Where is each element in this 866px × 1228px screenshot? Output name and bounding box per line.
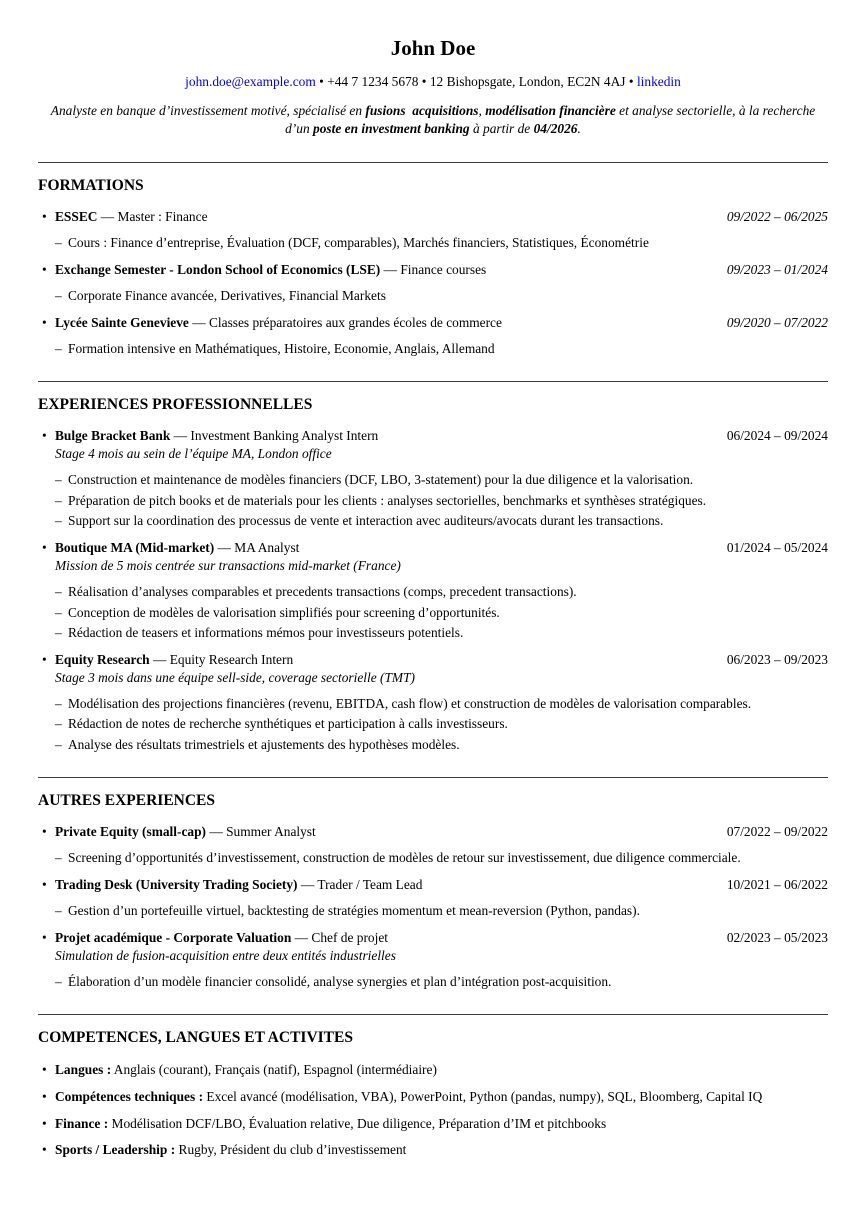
bullet-text: Conception de modèles de valorisation simplifiés pour screening d’opportunités. bbox=[68, 604, 500, 620]
bullet-marker: • bbox=[42, 930, 47, 946]
section-entries bbox=[38, 208, 828, 358]
resume-entry bbox=[38, 1088, 828, 1106]
resume-entry bbox=[38, 1061, 828, 1079]
entry-role: Master : Finance bbox=[117, 209, 208, 225]
entry-bullet-list bbox=[38, 287, 828, 305]
entry-title-group bbox=[38, 261, 727, 279]
entry-role: Finance courses bbox=[400, 262, 487, 278]
entry-role: MA Analyst bbox=[234, 540, 300, 556]
entry-organization: ESSEC bbox=[55, 209, 98, 225]
entry-role: Equity Research Intern bbox=[169, 652, 294, 667]
entry-headline bbox=[38, 1088, 828, 1106]
contact-separator: • bbox=[319, 74, 324, 90]
entry-dates: 10/2021 – 06/2022 bbox=[726, 877, 828, 893]
address-text: 12 Bishopsgate, London, EC2N 4AJ bbox=[429, 74, 626, 90]
bullet-text: Modélisation des projections financières (revenu, EBITDA, cash flow) et construction de modèles de valorisation comparables. bbox=[68, 695, 752, 711]
entry-title-group bbox=[38, 427, 727, 445]
entry-title-group bbox=[38, 876, 727, 894]
summary-highlight: modélisation financière bbox=[485, 102, 616, 118]
entry-role: Excel avancé (modélisation, VBA), PowerPoint, Python (pandas, numpy), SQL, Bloomberg, Capital IQ bbox=[206, 1088, 763, 1104]
entry-subtitle: Stage 4 mois au sein de l’équipe MA, London office bbox=[55, 446, 332, 462]
entry-bullet bbox=[55, 695, 828, 713]
sub-bullet-marker: – bbox=[55, 716, 62, 732]
section-entries bbox=[38, 427, 828, 753]
summary-highlight: poste en investment banking bbox=[313, 121, 470, 137]
entry-bullet bbox=[55, 340, 828, 358]
bullet-marker: • bbox=[42, 209, 47, 225]
entry-headline bbox=[38, 929, 828, 947]
entry-title-group bbox=[38, 1141, 828, 1159]
bullet-text: Gestion d’un portefeuille virtuel, backtesting de stratégies momentum et mean-reversion (Python, pandas). bbox=[68, 903, 640, 919]
entry-headline bbox=[38, 539, 828, 557]
sub-bullet-marker: – bbox=[55, 974, 62, 990]
sub-bullet-marker: – bbox=[55, 604, 62, 620]
entry-bullet-list bbox=[38, 340, 828, 358]
entry-bullet bbox=[55, 604, 828, 622]
section-entries bbox=[38, 823, 828, 991]
entry-title-group bbox=[38, 929, 727, 947]
entry-headline bbox=[38, 261, 828, 279]
section-title: COMPETENCES, LANGUES ET ACTIVITES bbox=[38, 1029, 353, 1047]
email-link[interactable]: john.doe@example.com bbox=[185, 74, 316, 90]
entry-role: Classes préparatoires aux grandes écoles de commerce bbox=[208, 314, 502, 330]
bullet-marker: • bbox=[42, 824, 47, 840]
resume-section bbox=[38, 162, 828, 358]
entry-headline bbox=[38, 651, 828, 669]
resume-entry bbox=[38, 427, 828, 530]
bullet-text: Élaboration d’un modèle financier consolidé, analyse synergies et plan d’intégration post-acquisition. bbox=[68, 974, 612, 990]
sub-bullet-marker: – bbox=[55, 736, 62, 752]
summary-text: à partir de bbox=[469, 121, 534, 137]
sub-bullet-marker: – bbox=[55, 513, 62, 529]
resume-entry bbox=[38, 1141, 828, 1159]
entry-bullet bbox=[55, 736, 828, 754]
resume-section bbox=[38, 381, 828, 754]
entry-separator: — bbox=[297, 877, 318, 893]
bullet-text: Cours : Finance d’entreprise, Évaluation (DCF, comparables), Marchés financiers, Statistiques, Économétrie bbox=[68, 235, 649, 251]
section-divider bbox=[38, 162, 828, 163]
entry-bullet bbox=[55, 512, 828, 530]
summary-text: , bbox=[478, 102, 486, 118]
entry-bullet bbox=[55, 624, 828, 642]
bullet-text: Rédaction de notes de recherche synthétiques et participation à calls investisseurs. bbox=[68, 716, 508, 732]
entry-organization: Exchange Semester - London School of Economics (LSE) bbox=[55, 262, 381, 278]
section-title: EXPERIENCES PROFESSIONNELLES bbox=[38, 395, 313, 413]
entry-headline bbox=[38, 427, 828, 445]
sub-bullet-marker: – bbox=[55, 850, 62, 866]
bullet-text: Corporate Finance avancée, Derivatives, Financial Markets bbox=[68, 288, 386, 304]
bullet-text: Analyse des résultats trimestriels et ajustements des hypothèses modèles. bbox=[68, 736, 460, 752]
entry-title-group bbox=[38, 651, 727, 669]
entry-headline bbox=[38, 823, 828, 841]
entry-role: Modélisation DCF/LBO, Évaluation relative, Due diligence, Préparation d’IM et pitchbooks bbox=[111, 1115, 607, 1131]
entry-separator: — bbox=[149, 652, 170, 667]
contact-line bbox=[38, 73, 828, 90]
entry-organization: Bulge Bracket Bank bbox=[55, 428, 171, 444]
candidate-name: John Doe bbox=[390, 36, 476, 60]
sub-bullet-marker: – bbox=[55, 288, 62, 304]
bullet-marker: • bbox=[42, 1088, 47, 1104]
entry-bullet bbox=[55, 973, 828, 991]
bullet-marker: • bbox=[42, 428, 47, 444]
entry-bullet bbox=[55, 715, 828, 733]
entry-bullet bbox=[55, 287, 828, 305]
resume-entry bbox=[38, 1115, 828, 1133]
bullet-text: Formation intensive en Mathématiques, Histoire, Economie, Anglais, Allemand bbox=[68, 340, 495, 356]
section-divider bbox=[38, 381, 828, 382]
sub-bullet-marker: – bbox=[55, 695, 62, 711]
entry-subtitle: Simulation de fusion-acquisition entre deux entités industrielles bbox=[55, 948, 396, 964]
entry-dates: 02/2023 – 05/2023 bbox=[726, 930, 828, 946]
entry-title-group bbox=[38, 1061, 828, 1079]
sub-bullet-marker: – bbox=[55, 584, 62, 600]
resume-section bbox=[38, 777, 828, 991]
sub-bullet-marker: – bbox=[55, 625, 62, 641]
entry-organization: Private Equity (small-cap) bbox=[55, 824, 206, 840]
summary-text: . bbox=[577, 121, 581, 137]
bullet-text: Réalisation d’analyses comparables et precedents transactions (comps, precedent transactions). bbox=[68, 584, 577, 600]
resume-entry bbox=[38, 823, 828, 867]
entry-organization: Lycée Sainte Genevieve bbox=[55, 314, 189, 330]
entry-bullet bbox=[55, 902, 828, 920]
entry-headline bbox=[38, 208, 828, 226]
entry-dates: 09/2023 – 01/2024 bbox=[726, 262, 828, 278]
entry-bullet-list bbox=[38, 695, 828, 754]
section-entries bbox=[38, 1061, 828, 1160]
entry-separator: — bbox=[170, 428, 191, 444]
entry-title-group bbox=[38, 539, 727, 557]
entry-separator: — bbox=[97, 209, 118, 225]
entry-separator: — bbox=[291, 930, 312, 946]
profile-summary bbox=[38, 102, 828, 139]
sub-bullet-marker: – bbox=[55, 492, 62, 508]
entry-dates: 01/2024 – 05/2024 bbox=[726, 540, 828, 556]
contact-separator: • bbox=[421, 74, 427, 90]
bullet-text: Construction et maintenance de modèles financiers (DCF, LBO, 3-statement) pour la due diligence et la valorisation. bbox=[68, 472, 694, 488]
resume-header bbox=[38, 36, 828, 139]
entry-role: Anglais (courant), Français (natif), Espagnol (intermédiaire) bbox=[113, 1061, 437, 1077]
entry-title-group bbox=[38, 314, 727, 332]
bullet-marker: • bbox=[42, 540, 47, 556]
contact-separator: • bbox=[628, 74, 634, 90]
entry-title-group bbox=[38, 823, 727, 841]
entry-bullet-list bbox=[38, 902, 828, 920]
entry-headline bbox=[38, 876, 828, 894]
section-title: FORMATIONS bbox=[38, 176, 144, 194]
entry-subtitle: Stage 3 mois dans une équipe sell-side, coverage sectorielle (TMT) bbox=[55, 669, 415, 685]
entry-bullet-list bbox=[38, 583, 828, 642]
resume-sections bbox=[38, 162, 828, 1160]
section-title: AUTRES EXPERIENCES bbox=[38, 791, 216, 809]
entry-organization: Boutique MA (Mid-market) bbox=[55, 540, 215, 556]
summary-highlight: 04/2026 bbox=[533, 121, 578, 137]
entry-bullet-list bbox=[38, 234, 828, 252]
bullet-marker: • bbox=[42, 877, 47, 893]
entry-role: Rugby, Président du club d’investissement bbox=[178, 1142, 407, 1158]
entry-title-group bbox=[38, 1088, 828, 1106]
entry-organization: Equity Research bbox=[55, 652, 150, 667]
bullet-text: Préparation de pitch books et de materials pour les clients : analyses sectorielles, benchmarks et synthèses stratégiques. bbox=[68, 492, 707, 508]
entry-title-group bbox=[38, 1115, 828, 1133]
entry-bullet-list bbox=[38, 849, 828, 867]
entry-bullet bbox=[55, 234, 828, 252]
entry-headline bbox=[38, 1115, 828, 1133]
entry-bullet-list bbox=[38, 973, 828, 991]
sub-bullet-marker: – bbox=[55, 472, 62, 488]
entry-organization: Projet académique - Corporate Valuation bbox=[55, 930, 292, 946]
resume-entry bbox=[38, 539, 828, 642]
entry-bullet bbox=[55, 471, 828, 489]
linkedin-link[interactable]: linkedin bbox=[636, 74, 681, 90]
entry-dates: 06/2023 – 09/2023 bbox=[726, 652, 828, 667]
entry-bullet bbox=[55, 849, 828, 867]
summary-text: et analyse sectorielle, à la recherche d’un bbox=[285, 102, 819, 137]
bullet-marker: • bbox=[42, 1142, 47, 1158]
entry-dates: 09/2020 – 07/2022 bbox=[726, 314, 828, 330]
resume-entry bbox=[38, 876, 828, 920]
resume-entry bbox=[38, 929, 828, 991]
entry-headline bbox=[38, 1141, 828, 1159]
entry-organization: Compétences techniques : bbox=[55, 1088, 204, 1104]
entry-headline bbox=[38, 1061, 828, 1079]
bullet-marker: • bbox=[42, 1115, 47, 1131]
bullet-marker: • bbox=[42, 262, 47, 278]
bullet-marker: • bbox=[42, 314, 47, 330]
section-divider bbox=[38, 1014, 828, 1015]
resume-entry bbox=[38, 208, 828, 252]
entry-title-group bbox=[38, 208, 727, 226]
entry-bullet bbox=[55, 492, 828, 510]
phone-number: +44 7 1234 5678 bbox=[327, 74, 419, 90]
entry-organization: Langues : bbox=[55, 1061, 112, 1077]
entry-separator: — bbox=[188, 314, 209, 330]
entry-role: Chef de projet bbox=[311, 930, 388, 946]
sub-bullet-marker: – bbox=[55, 235, 62, 251]
summary-highlight: fusions acquisitions bbox=[365, 102, 479, 118]
entry-separator: — bbox=[206, 824, 227, 840]
resume-entry bbox=[38, 261, 828, 305]
entry-role: Summer Analyst bbox=[226, 824, 316, 840]
bullet-text: Rédaction de teasers et informations mémos pour investisseurs potentiels. bbox=[68, 625, 464, 641]
entry-bullet-list bbox=[38, 471, 828, 530]
entry-role: Investment Banking Analyst Intern bbox=[190, 428, 379, 444]
section-divider bbox=[38, 777, 828, 778]
entry-dates: 07/2022 – 09/2022 bbox=[726, 824, 828, 840]
entry-dates: 06/2024 – 09/2024 bbox=[726, 428, 828, 444]
sub-bullet-marker: – bbox=[55, 903, 62, 919]
resume-entry bbox=[38, 651, 828, 754]
bullet-text: Screening d’opportunités d’investissement, construction de modèles de retour sur investissement, due diligence commerciale. bbox=[68, 850, 741, 866]
sub-bullet-marker: – bbox=[55, 340, 62, 356]
entry-role: Trader / Team Lead bbox=[317, 877, 423, 893]
resume-section bbox=[38, 1014, 828, 1159]
entry-organization: Finance : bbox=[55, 1115, 109, 1131]
entry-dates: 09/2022 – 06/2025 bbox=[726, 209, 828, 225]
resume-entry bbox=[38, 314, 828, 358]
entry-subtitle: Mission de 5 mois centrée sur transactions mid-market (France) bbox=[55, 558, 401, 574]
bullet-text: Support sur la coordination des processus de vente et interaction avec auditeurs/avocats durant les transactions. bbox=[68, 513, 664, 529]
bullet-marker: • bbox=[42, 652, 47, 667]
entry-organization: Sports / Leadership : bbox=[55, 1142, 176, 1158]
entry-bullet bbox=[55, 583, 828, 601]
summary-text: Analyste en banque d’investissement motivé, spécialisé en bbox=[50, 102, 366, 118]
entry-headline bbox=[38, 314, 828, 332]
entry-organization: Trading Desk (University Trading Society) bbox=[55, 877, 298, 893]
entry-separator: — bbox=[380, 262, 401, 278]
bullet-marker: • bbox=[42, 1061, 47, 1077]
entry-separator: — bbox=[214, 540, 235, 556]
